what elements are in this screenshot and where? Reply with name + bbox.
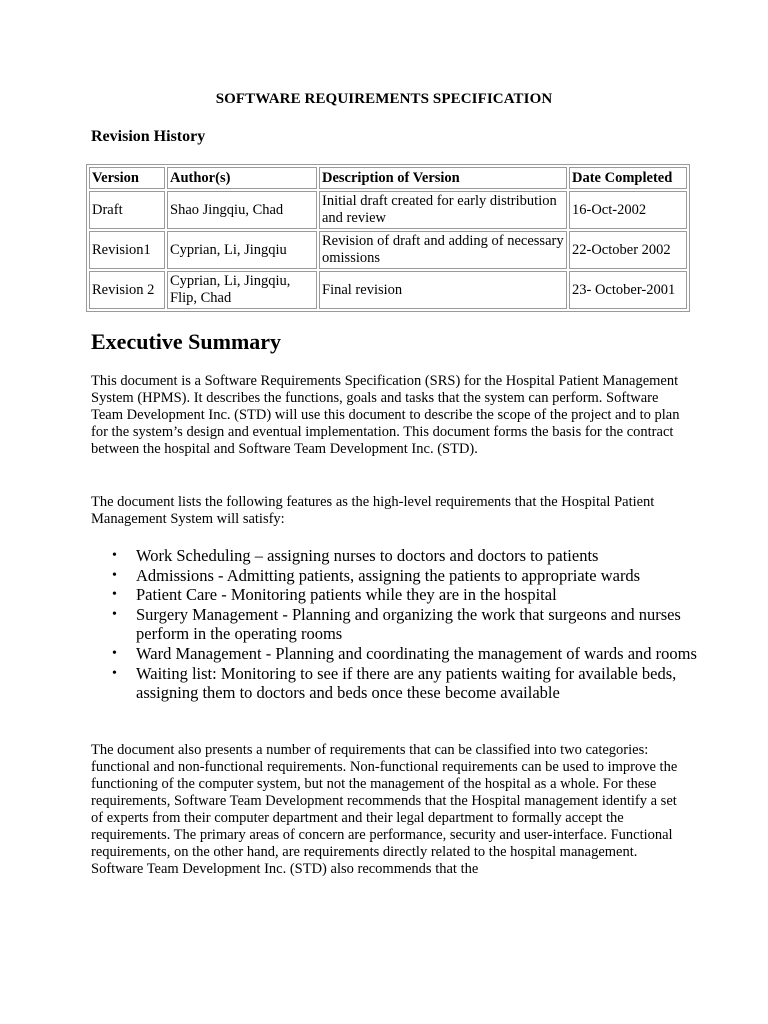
- table-header-row: [89, 167, 687, 189]
- cell-authors: Shao Jingqiu, Chad: [167, 191, 317, 229]
- executive-summary-heading: Executive Summary: [91, 329, 282, 354]
- bullet-icon: •: [112, 567, 117, 583]
- cell-description: Final revision: [319, 271, 567, 309]
- list-item: [112, 546, 726, 566]
- list-item: [112, 663, 726, 703]
- revision-history-heading: Revision History: [91, 128, 206, 145]
- cell-description: Revision of draft and adding of necessary omissions: [319, 231, 567, 269]
- cell-version: Revision1: [89, 231, 165, 269]
- header-description: Description of Version: [319, 167, 567, 189]
- header-date-completed: Date Completed: [569, 167, 687, 189]
- document-title: SOFTWARE REQUIREMENTS SPECIFICATION: [215, 91, 553, 107]
- table-row: [89, 191, 687, 229]
- intro-paragraph: This document is a Software Requirements Specification (SRS) for the Hospital Patient Management System (HPMS). It describes the functions, goals and tasks that the system can perform. Software Team Development Inc. (STD) will use this document to describe the scope of the project and to plan for the system’s design and eventual implementation. This document forms the basis for the contract between the hospital and Software Team Development Inc. (STD).: [91, 373, 680, 457]
- features-list: [91, 546, 726, 703]
- cell-version: Revision 2: [89, 271, 165, 309]
- bullet-icon: •: [112, 548, 117, 563]
- table-row: [89, 271, 687, 309]
- bullet-icon: •: [112, 665, 117, 681]
- cell-date: 16-Oct-2002: [569, 191, 687, 229]
- list-item-text: Waiting list: Monitoring to see if there are any patients waiting for available beds, assigning them to doctors and beds once these become available: [136, 663, 677, 703]
- list-item: [112, 565, 726, 586]
- list-item-text: Patient Care - Monitoring patients while they are in the hospital: [136, 585, 557, 605]
- bullet-icon: •: [112, 587, 117, 603]
- cell-authors: Cyprian, Li, Jingqiu, Flip, Chad: [167, 271, 317, 309]
- cell-date: 22-October 2002: [569, 231, 687, 269]
- cell-authors: Cyprian, Li, Jingqiu: [167, 231, 317, 269]
- list-item-text: Ward Management - Planning and coordinating the management of wards and rooms: [136, 643, 697, 663]
- revision-history-table: [86, 164, 690, 312]
- bullet-icon: •: [112, 645, 117, 661]
- list-item: [112, 643, 726, 664]
- list-item: [112, 604, 726, 644]
- table-row: [89, 231, 687, 269]
- bullet-icon: •: [112, 606, 117, 622]
- list-item-text: Admissions - Admitting patients, assigning the patients to appropriate wards: [136, 565, 641, 585]
- list-item-text: Surgery Management - Planning and organizing the work that surgeons and nurses perform in the operating rooms: [136, 604, 681, 644]
- header-authors: Author(s): [167, 167, 317, 189]
- list-item-text: Work Scheduling – assigning nurses to doctors and doctors to patients: [136, 546, 599, 565]
- header-version: Version: [89, 167, 165, 189]
- list-item: [112, 585, 726, 605]
- cell-date: 23- October-2001: [569, 271, 687, 309]
- requirements-paragraph: The document also presents a number of requirements that can be classified into two categories: functional and non-functional requirements. Non-functional requirements can be used to improve the functioning of the computer system, but not the management of the hospital as a whole. For these requirements, Software Team Development recommends that the Hospital management identify a set of experts from their computer department and their legal department to formally accept the requirements. The primary areas of concern are performance, security and user-interface. Functional requirements, on the other hand, are requirements directly related to the hospital management. Software Team Development Inc. (STD) also recommends that the: [91, 742, 678, 877]
- features-intro-paragraph: The document lists the following features as the high-level requirements that the Hospital Patient Management System will satisfy:: [91, 494, 655, 527]
- cell-description: Initial draft created for early distribution and review: [319, 191, 567, 229]
- cell-version: Draft: [89, 191, 165, 229]
